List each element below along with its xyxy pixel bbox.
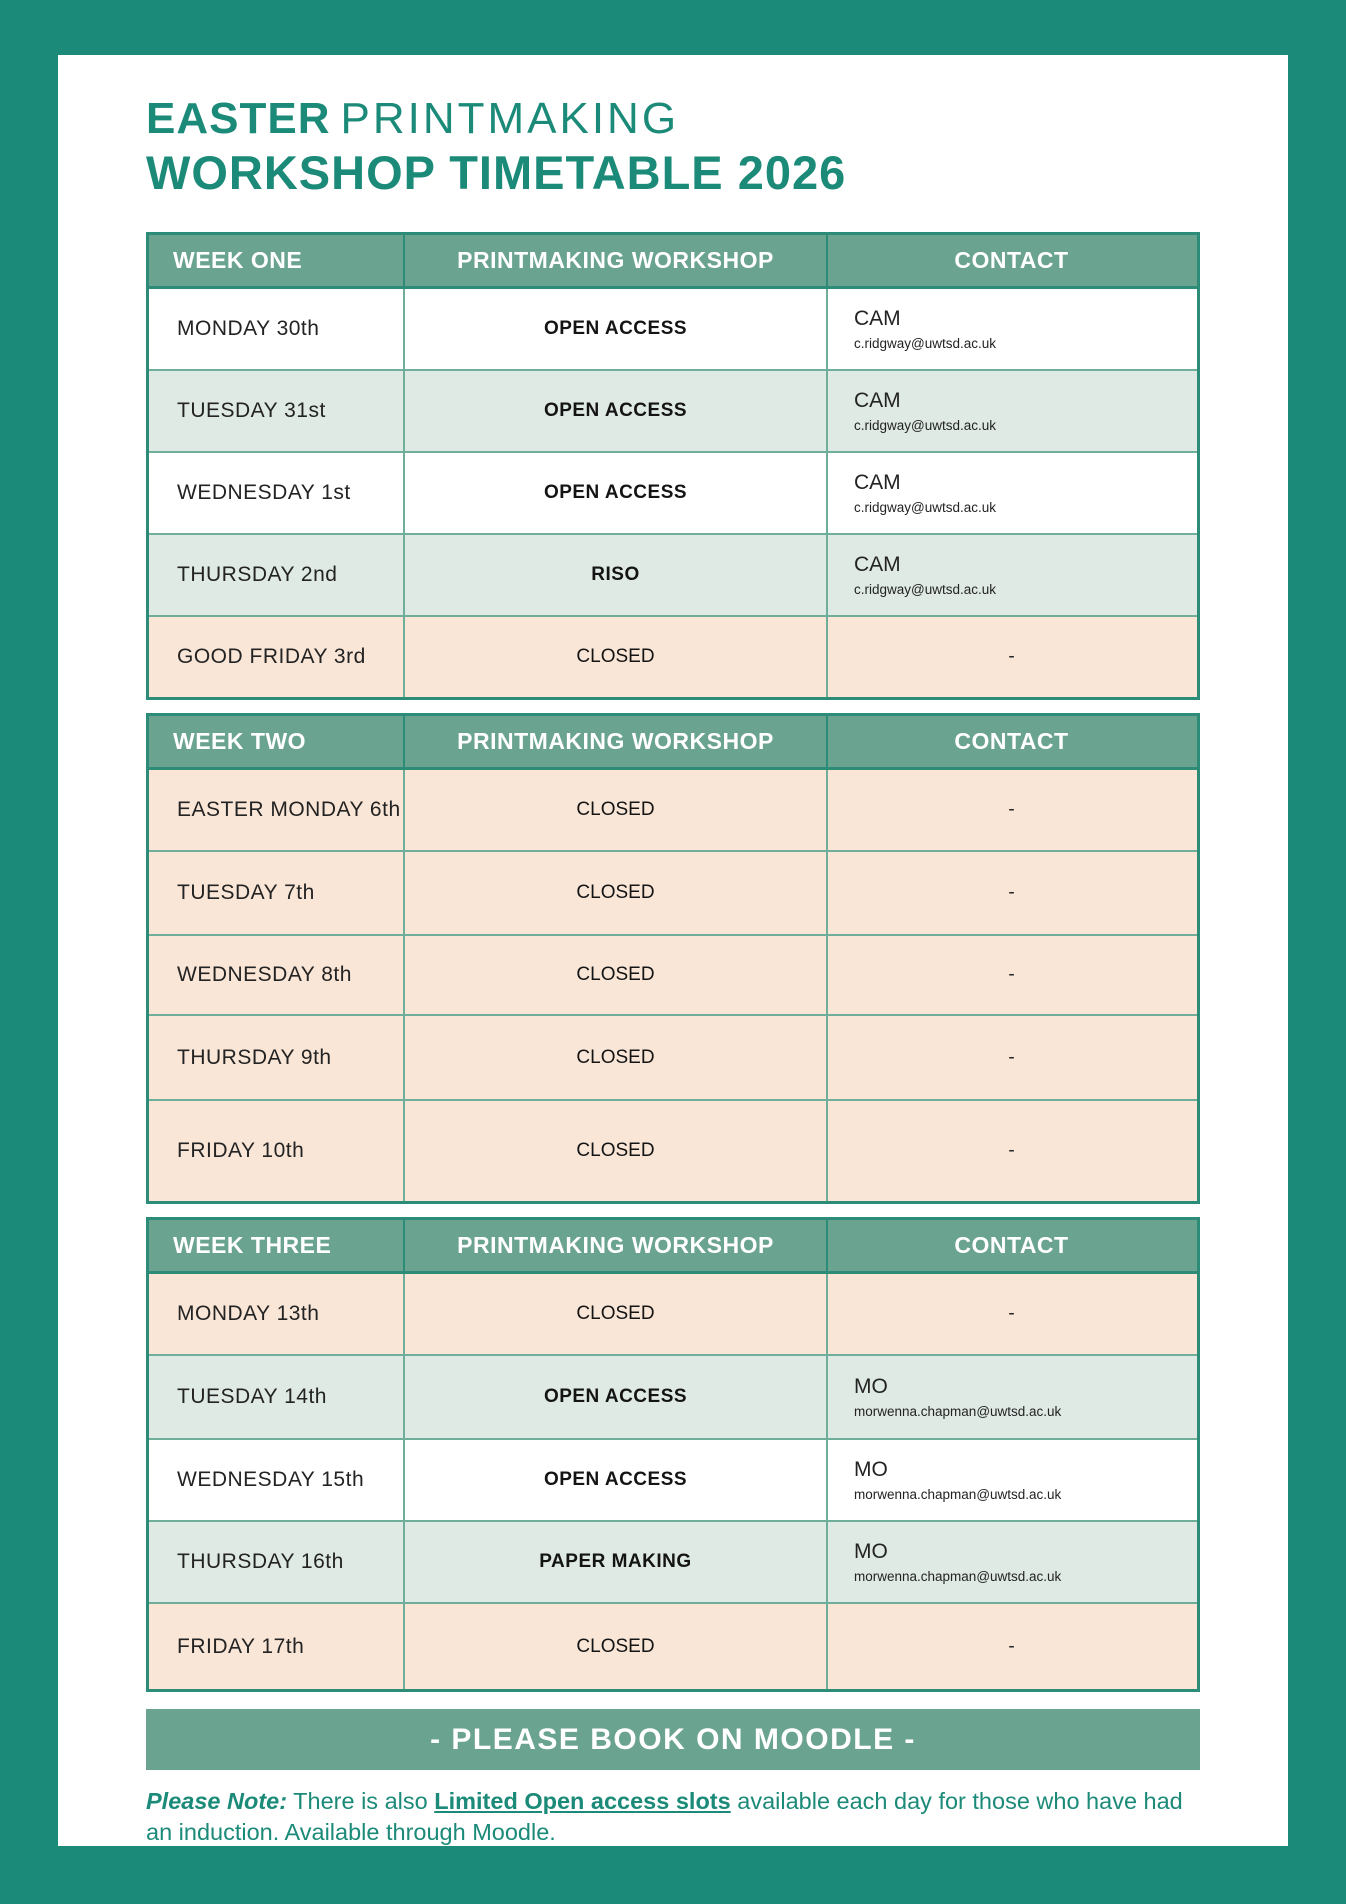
day-cell: FRIDAY 10th — [177, 1139, 305, 1163]
day-cell: THURSDAY 2nd — [177, 563, 338, 587]
contact-cell: - — [826, 1604, 1195, 1689]
title-easter: EASTER — [146, 94, 331, 143]
day-cell: WEDNESDAY 8th — [177, 963, 352, 987]
week-one-table — [146, 232, 1200, 700]
workshop-cell: OPEN ACCESS — [403, 453, 826, 533]
note-underlined-phrase: Limited Open access slots — [434, 1788, 731, 1815]
contact-cell — [826, 535, 1195, 615]
workshop-cell: CLOSED — [403, 1604, 826, 1689]
contact-name: CAM — [854, 553, 901, 577]
workshop-cell: OPEN ACCESS — [403, 1440, 826, 1520]
book-on-moodle-banner — [146, 1709, 1200, 1770]
workshop-cell: CLOSED — [403, 1016, 826, 1099]
table-row — [149, 1438, 1197, 1520]
day-cell: TUESDAY 31st — [177, 399, 326, 423]
workshop-cell: PAPER MAKING — [403, 1522, 826, 1602]
header-contact: CONTACT — [826, 235, 1195, 286]
day-cell: EASTER MONDAY 6th — [177, 798, 401, 822]
table-row — [149, 850, 1197, 934]
table-row — [149, 615, 1197, 697]
week-one-header-row — [149, 235, 1197, 289]
table-row — [149, 1354, 1197, 1438]
table-row — [149, 289, 1197, 369]
day-cell: WEDNESDAY 15th — [177, 1468, 365, 1492]
contact-cell — [826, 453, 1195, 533]
day-cell: TUESDAY 7th — [177, 881, 315, 905]
page-title-line2: WORKSHOP TIMETABLE 2026 — [146, 146, 847, 200]
workshop-cell: OPEN ACCESS — [403, 371, 826, 451]
contact-cell: - — [826, 1101, 1195, 1201]
table-row — [149, 770, 1197, 850]
table-row — [149, 369, 1197, 451]
day-cell: THURSDAY 9th — [177, 1045, 332, 1069]
title-printmaking: PRINTMAKING — [340, 94, 680, 143]
table-row — [149, 1602, 1197, 1689]
day-cell: WEDNESDAY 1st — [177, 481, 351, 505]
week-two-header-row — [149, 716, 1197, 770]
table-row — [149, 533, 1197, 615]
contact-name: CAM — [854, 307, 901, 331]
workshop-cell: CLOSED — [403, 852, 826, 934]
workshop-cell: CLOSED — [403, 936, 826, 1014]
contact-name: CAM — [854, 471, 901, 495]
contact-cell: - — [826, 1274, 1195, 1354]
note-prefix: Please Note: — [146, 1788, 288, 1815]
contact-name: MO — [854, 1458, 888, 1482]
contact-cell — [826, 1522, 1195, 1602]
day-cell: TUESDAY 14th — [177, 1385, 327, 1409]
header-week-three: WEEK THREE — [173, 1232, 332, 1259]
table-row — [149, 1520, 1197, 1602]
week-three-table — [146, 1217, 1200, 1692]
week-three-header-row — [149, 1220, 1197, 1274]
contact-name: MO — [854, 1375, 888, 1399]
workshop-cell: CLOSED — [403, 1274, 826, 1354]
workshop-cell: OPEN ACCESS — [403, 289, 826, 369]
table-row — [149, 1014, 1197, 1099]
contact-email: c.ridgway@uwtsd.ac.uk — [854, 582, 997, 598]
contact-email: morwenna.chapman@uwtsd.ac.uk — [854, 1404, 1062, 1420]
contact-cell — [826, 371, 1195, 451]
poster-sheet — [58, 55, 1288, 1846]
workshop-cell: RISO — [403, 535, 826, 615]
contact-email: morwenna.chapman@uwtsd.ac.uk — [854, 1487, 1062, 1503]
workshop-cell: CLOSED — [403, 1101, 826, 1201]
week-two-table — [146, 713, 1200, 1204]
please-note-text — [146, 1786, 1200, 1846]
day-cell: THURSDAY 16th — [177, 1550, 344, 1574]
header-contact: CONTACT — [826, 1220, 1195, 1271]
header-week-two: WEEK TWO — [173, 728, 307, 755]
banner-label: - PLEASE BOOK ON MOODLE - — [430, 1722, 916, 1756]
contact-cell — [826, 289, 1195, 369]
contact-cell: - — [826, 770, 1195, 850]
workshop-cell: CLOSED — [403, 770, 826, 850]
contact-email: c.ridgway@uwtsd.ac.uk — [854, 500, 997, 516]
table-row — [149, 451, 1197, 533]
note-body-start: There is also — [287, 1788, 435, 1815]
contact-name: CAM — [854, 389, 901, 413]
contact-email: c.ridgway@uwtsd.ac.uk — [854, 418, 997, 434]
workshop-cell: CLOSED — [403, 617, 826, 697]
contact-cell: - — [826, 1016, 1195, 1099]
day-cell: FRIDAY 17th — [177, 1634, 305, 1658]
contact-name: MO — [854, 1540, 888, 1564]
contact-email: c.ridgway@uwtsd.ac.uk — [854, 336, 997, 352]
header-week-one: WEEK ONE — [173, 247, 303, 274]
page-title-line1 — [146, 95, 1200, 143]
header-contact: CONTACT — [826, 716, 1195, 767]
header-printmaking-workshop: PRINTMAKING WORKSHOP — [403, 1220, 826, 1271]
day-cell: MONDAY 13th — [177, 1302, 320, 1326]
table-row — [149, 1099, 1197, 1201]
workshop-cell: OPEN ACCESS — [403, 1356, 826, 1438]
day-cell: GOOD FRIDAY 3rd — [177, 645, 366, 669]
note-body-end: available each day for those who have had an induction. Available through Moodle. — [146, 1788, 1183, 1845]
contact-cell: - — [826, 852, 1195, 934]
contact-cell — [826, 1440, 1195, 1520]
contact-cell: - — [826, 936, 1195, 1014]
table-row — [149, 1274, 1197, 1354]
header-printmaking-workshop: PRINTMAKING WORKSHOP — [403, 716, 826, 767]
contact-email: morwenna.chapman@uwtsd.ac.uk — [854, 1569, 1062, 1585]
table-row — [149, 934, 1197, 1014]
day-cell: MONDAY 30th — [177, 317, 320, 341]
header-printmaking-workshop: PRINTMAKING WORKSHOP — [403, 235, 826, 286]
contact-cell: - — [826, 617, 1195, 697]
contact-cell — [826, 1356, 1195, 1438]
